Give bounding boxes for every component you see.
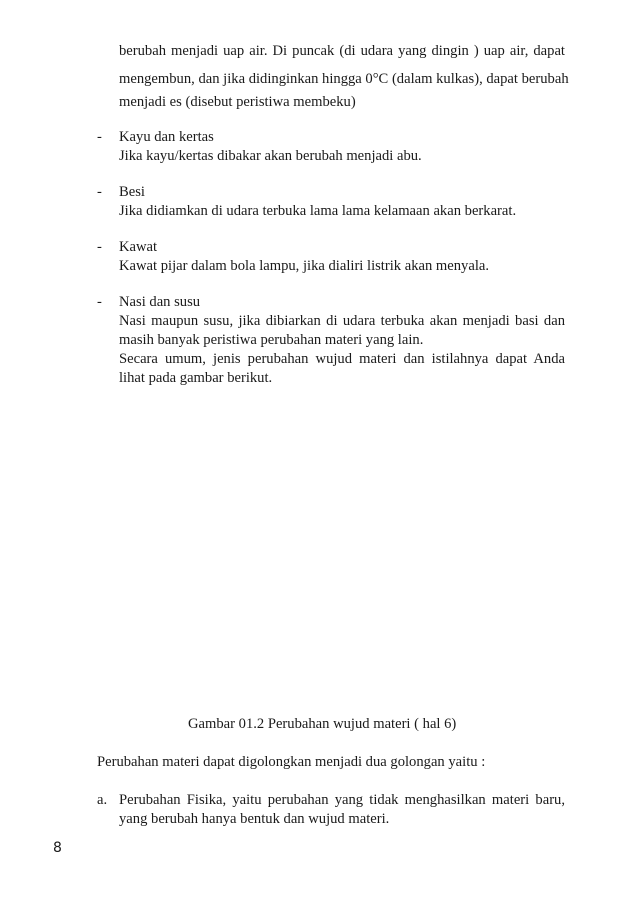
list-marker-a: a. [97, 792, 108, 808]
item-text-nasi-3: Secara umum, jenis perubahan wujud materi dan istilahnya dapat Anda [119, 351, 565, 367]
bullet-marker: - [97, 239, 102, 255]
figure-area [97, 400, 567, 700]
item-text-besi: Jika didiamkan di udara terbuka lama lama kelamaan akan berkarat. [119, 203, 517, 219]
page-number: 8 [53, 840, 62, 856]
bullet-marker: - [97, 294, 102, 310]
intro-line-3: menjadi es (disebut peristiwa membeku) [119, 94, 356, 110]
item-title-nasi: Nasi dan susu [119, 294, 201, 310]
item-title-kayu: Kayu dan kertas [119, 129, 214, 145]
list-a-line-2: yang berubah hanya bentuk dan wujud materi. [119, 811, 390, 827]
bullet-marker: - [97, 184, 102, 200]
item-text-nasi-4: lihat pada gambar berikut. [119, 370, 273, 386]
intro-line-2: mengembun, dan jika didinginkan hingga 0°C (dalam kulkas), dapat berubah [119, 71, 569, 87]
intro-line-1: berubah menjadi uap air. Di puncak (di udara yang dingin ) uap air, dapat [119, 43, 565, 59]
figure-caption: Gambar 01.2 Perubahan wujud materi ( hal 6) [188, 716, 457, 732]
item-text-kawat: Kawat pijar dalam bola lampu, jika dialiri listrik akan menyala. [119, 258, 489, 274]
classification-text: Perubahan materi dapat digolongkan menjadi dua golongan yaitu : [97, 754, 486, 770]
item-text-kayu: Jika kayu/kertas dibakar akan berubah menjadi abu. [119, 148, 422, 164]
item-title-kawat: Kawat [119, 239, 158, 255]
item-text-nasi-1: Nasi maupun susu, jika dibiarkan di udara terbuka akan menjadi basi dan [119, 313, 565, 329]
item-title-besi: Besi [119, 184, 145, 200]
item-text-nasi-2: masih banyak peristiwa perubahan materi yang lain. [119, 332, 424, 348]
list-a-line-1: Perubahan Fisika, yaitu perubahan yang tidak menghasilkan materi baru, [119, 792, 565, 808]
bullet-marker: - [97, 129, 102, 145]
